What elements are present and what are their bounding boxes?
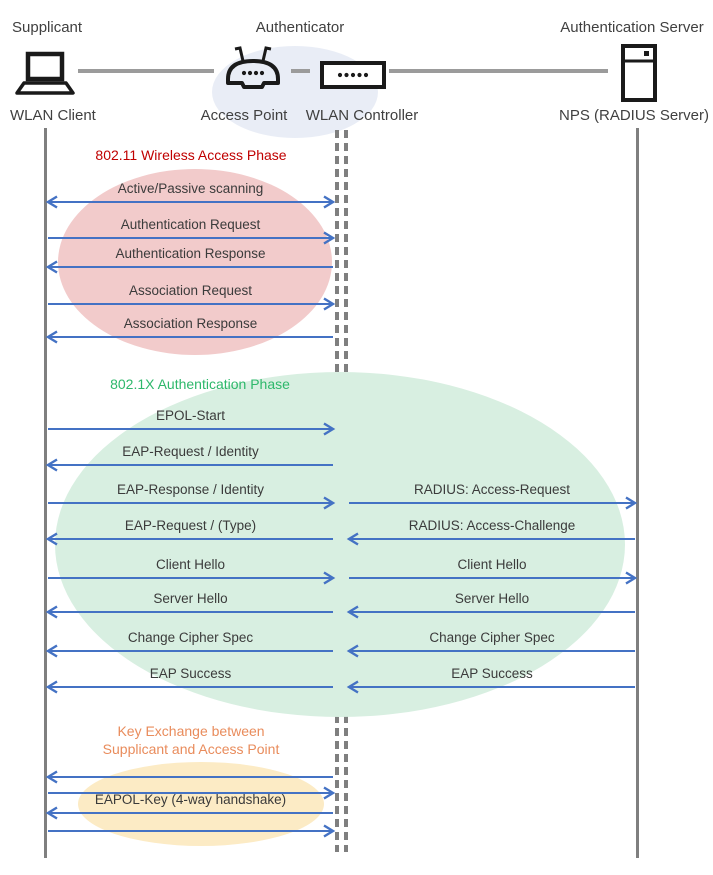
message-label: Client Hello xyxy=(457,557,527,572)
phase-title-key-exchange-line1: Key Exchange between xyxy=(117,723,265,739)
message-arrow xyxy=(347,642,637,660)
message-arrow xyxy=(347,494,637,512)
actor-role-authentication-server: Authentication Server xyxy=(560,19,704,36)
message-label: Client Hello xyxy=(155,557,226,572)
message-arrow xyxy=(46,494,335,512)
connector-controller-server xyxy=(389,69,608,73)
connector-ap-controller-dash xyxy=(291,69,310,73)
message-label: Change Cipher Spec xyxy=(127,630,254,645)
message-label: Authentication Request xyxy=(120,217,261,232)
message-arrow xyxy=(46,193,335,211)
message-label: EAP-Request / (Type) xyxy=(124,518,257,533)
message-arrow xyxy=(46,603,335,621)
device-label-wlan-client: WLAN Client xyxy=(10,107,96,124)
message-arrow xyxy=(46,420,335,438)
message-label: EAP-Response / Identity xyxy=(116,482,265,497)
message-arrow xyxy=(46,229,335,247)
device-label-wlan-controller: WLAN Controller xyxy=(305,107,419,124)
message-arrow xyxy=(46,569,335,587)
message-arrow xyxy=(46,678,335,696)
message-arrow xyxy=(46,328,335,346)
message-arrow xyxy=(347,603,637,621)
message-label: Active/Passive scanning xyxy=(117,181,264,196)
message-arrow xyxy=(46,804,335,822)
message-arrow xyxy=(46,530,335,548)
message-label: Change Cipher Spec xyxy=(429,630,555,645)
device-label-access-point: Access Point xyxy=(200,107,288,124)
phase-title-8021x-authentication: 802.1X Authentication Phase xyxy=(110,376,290,392)
access-point-icon xyxy=(222,45,284,95)
message-arrow xyxy=(46,642,335,660)
phase-title-80211-wireless-access: 802.11 Wireless Access Phase xyxy=(95,147,287,163)
message-label: RADIUS: Access-Request xyxy=(413,482,571,497)
message-label: EPOL-Start xyxy=(155,408,226,423)
message-arrow xyxy=(46,258,335,276)
message-arrow xyxy=(46,295,335,313)
message-label: RADIUS: Access-Challenge xyxy=(408,518,576,533)
message-arrow xyxy=(347,569,637,587)
message-label: Server Hello xyxy=(153,591,228,606)
message-arrow xyxy=(347,678,637,696)
message-label: EAP Success xyxy=(149,666,232,681)
message-arrow xyxy=(46,822,335,840)
device-label-nps-radius-server: NPS (RADIUS Server) xyxy=(558,107,710,124)
message-label: Server Hello xyxy=(454,591,530,606)
lifeline-nps-server xyxy=(636,128,639,858)
message-arrow xyxy=(46,456,335,474)
actor-role-authenticator: Authenticator xyxy=(255,19,345,36)
server-icon xyxy=(621,44,657,102)
message-label: EAPOL-Key (4-way handshake) xyxy=(94,792,287,807)
message-label: Association Response xyxy=(123,316,258,331)
message-label: EAP Success xyxy=(451,666,533,681)
message-arrow xyxy=(347,530,637,548)
message-label: Association Request xyxy=(128,283,253,298)
actor-role-supplicant: Supplicant xyxy=(12,19,83,36)
message-label: EAP-Request / Identity xyxy=(122,444,259,459)
laptop-icon xyxy=(13,51,77,97)
phase-title-key-exchange-line2: Supplicant and Access Point xyxy=(102,741,280,757)
message-label: Authentication Response xyxy=(115,246,266,261)
wlan-controller-icon xyxy=(320,61,386,89)
connector-client-ap xyxy=(78,69,214,73)
